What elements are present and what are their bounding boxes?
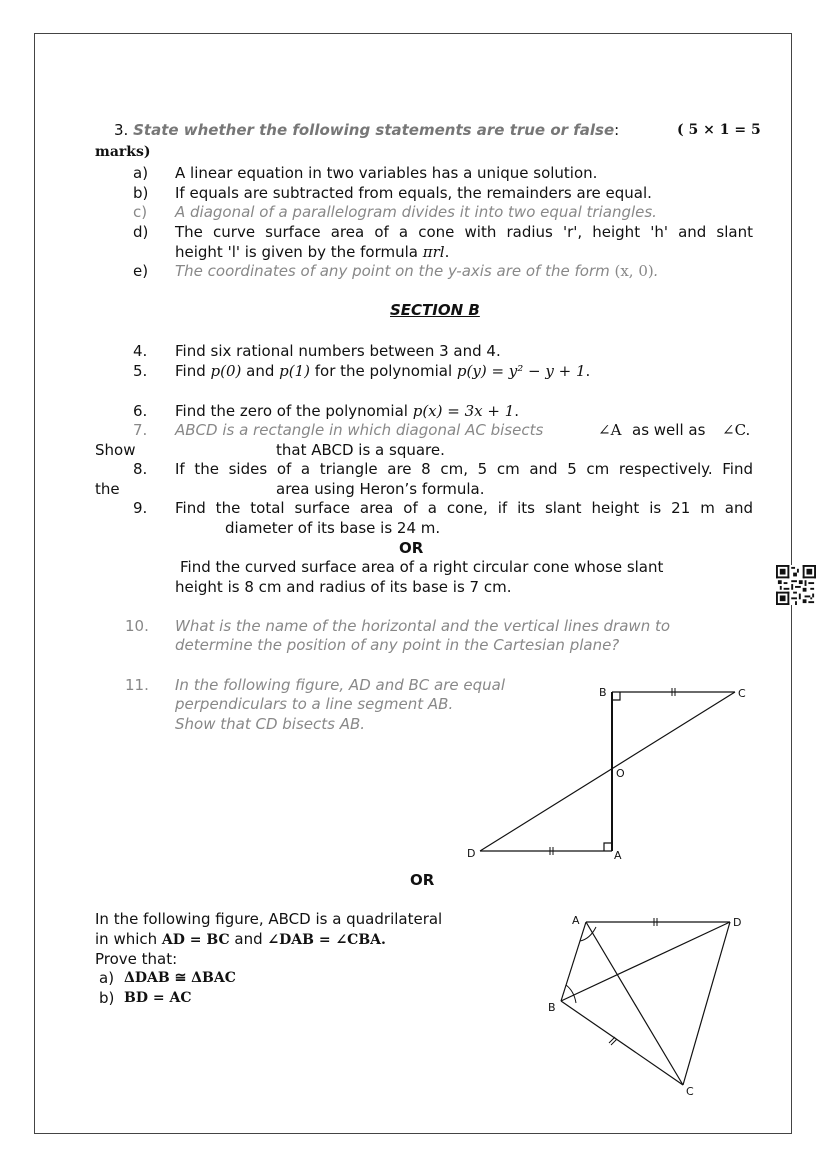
q3d-line1: The curve surface area of a cone with radius 'r', height 'h' and slant: [175, 223, 753, 241]
q7-line2: that ABCD is a square.: [276, 441, 445, 459]
q11-part-b-label: b): [99, 989, 115, 1007]
q3-instruction: State whether the following statements are true or false: [133, 121, 615, 139]
q9-line2: diameter of its base is 24 m.: [225, 519, 441, 537]
right-angle-a: [604, 843, 612, 851]
q9-line1: Find the total surface area of a cone, if its slant height is 21 m and: [175, 499, 753, 517]
q11-alt-t2: and: [229, 930, 268, 948]
q5-t3: for the polynomial: [310, 362, 457, 380]
q7-as-well-as: as well as: [632, 421, 706, 439]
q11-alt-line1: In the following figure, ABCD is a quadrilateral: [95, 910, 443, 928]
q11-line2: perpendiculars to a line segment AB.: [175, 695, 454, 713]
q6-text: [175, 401, 519, 421]
q3b-text: If equals are subtracted from equals, the remainders are equal.: [175, 184, 652, 202]
q3e-text: [175, 261, 659, 281]
q9-alt-line1: Find the curved surface area of a right circular cone whose slant: [180, 558, 664, 576]
q3d-line2: [175, 242, 449, 262]
q5-t2: and: [241, 362, 280, 380]
q5-t4: .: [585, 362, 591, 380]
segment-bc2: [561, 1001, 683, 1085]
q3-marks-open: ( 5 × 1 = 5: [677, 122, 761, 138]
label-b: B: [599, 686, 607, 699]
label-d2: D: [733, 916, 742, 929]
q9-or: OR: [399, 539, 424, 557]
q11-prove: Prove that:: [95, 950, 178, 968]
q3e-text-main: The coordinates of any point on the y-axis are of the form: [175, 262, 615, 280]
q11-number: 11.: [125, 676, 149, 694]
q11-part-b: BD = AC: [124, 990, 192, 1006]
q5-m3: p(y) = y² − y + 1: [456, 362, 586, 380]
q4-text: Find six rational numbers between 3 and 4.: [175, 342, 501, 360]
q3-colon: :: [614, 121, 620, 139]
q9-alt-line2: height is 8 cm and radius of its base is 7 cm.: [175, 578, 512, 596]
q8-line2: area using Heron’s formula.: [276, 480, 485, 498]
diagonal-bd: [561, 922, 730, 1001]
q3e-math: (x, 0): [614, 262, 654, 280]
q6-t1: Find the zero of the polynomial: [175, 402, 413, 420]
q10-line1: What is the name of the horizontal and the vertical lines drawn to: [175, 617, 671, 635]
segment-cd: [480, 692, 735, 851]
q4-number: 4.: [133, 342, 148, 360]
q11-figure-perpendiculars: [460, 680, 760, 865]
q8-number: 8.: [133, 460, 148, 478]
q3-marks-close: marks): [95, 144, 151, 160]
q6-m1: p(x) = 3x + 1: [412, 402, 515, 420]
label-c: C: [738, 687, 746, 700]
q11-line3: Show that CD bisects AB.: [175, 715, 366, 733]
q3c-label: c): [133, 203, 148, 221]
q3-heading: [114, 120, 619, 140]
q10-number: 10.: [125, 617, 149, 635]
q3b-label: b): [133, 184, 149, 202]
q8-line1: If the sides of a triangle are 8 cm, 5 cm and 5 cm respectively. Find: [175, 460, 753, 478]
q3e-period: .: [653, 262, 659, 280]
q11-alt-m1: AD = BC: [161, 932, 230, 948]
q3e-label: e): [133, 262, 149, 280]
label-a2: A: [572, 914, 580, 927]
q6-number: 6.: [133, 402, 148, 420]
q6-t2: .: [514, 402, 520, 420]
angle-mark-b: [566, 985, 576, 1003]
q11-alt-t1: in which: [95, 930, 162, 948]
q11-figure-quadrilateral: [540, 905, 760, 1100]
q11-part-a: ΔDAB ≅ ΔBAC: [124, 970, 236, 986]
segment-ab2: [561, 922, 586, 1001]
q3d-line2-text: height 'l' is given by the formula: [175, 243, 423, 261]
q7-angle-c: ∠C.: [722, 421, 751, 439]
q3d-period: .: [444, 243, 450, 261]
q7-show: Show: [95, 441, 136, 459]
q5-text: [175, 361, 590, 381]
qr-code-icon: [776, 565, 816, 605]
q5-t1: Find: [175, 362, 211, 380]
q5-m1: p(0): [210, 362, 242, 380]
q11-alt-m2: ∠DAB = ∠CBA.: [267, 932, 386, 948]
label-b2: B: [548, 1001, 556, 1014]
q11-or: OR: [410, 871, 435, 889]
q11-part-a-label: a): [99, 969, 115, 987]
q9-number: 9.: [133, 499, 148, 517]
q7-line1: ABCD is a rectangle in which diagonal AC bisects: [175, 421, 544, 439]
q3a-text: A linear equation in two variables has a unique solution.: [175, 164, 598, 182]
q5-m2: p(1): [279, 362, 310, 380]
q3a-label: a): [133, 164, 149, 182]
q5-number: 5.: [133, 362, 148, 380]
q10-line2: determine the position of any point in the Cartesian plane?: [175, 636, 620, 654]
label-d: D: [467, 847, 476, 860]
label-a: A: [614, 849, 622, 862]
q11-alt-line2: [95, 929, 386, 950]
q3c-text: A diagonal of a parallelogram divides it into two equal triangles.: [175, 203, 657, 221]
section-b-title: SECTION B: [390, 301, 480, 319]
q11-line1: In the following figure, AD and BC are equal: [175, 676, 506, 694]
q3d-label: d): [133, 223, 149, 241]
q3d-formula: πrl: [422, 243, 445, 261]
label-o: O: [616, 767, 625, 780]
q3-number: 3.: [114, 121, 129, 139]
q7-angle-a: ∠A: [598, 421, 622, 439]
q7-number: 7.: [133, 421, 148, 439]
segment-dc2: [683, 922, 730, 1085]
q8-the: the: [95, 480, 120, 498]
right-angle-b: [612, 692, 620, 700]
diagonal-ac: [586, 922, 683, 1085]
label-c2: C: [686, 1085, 694, 1098]
